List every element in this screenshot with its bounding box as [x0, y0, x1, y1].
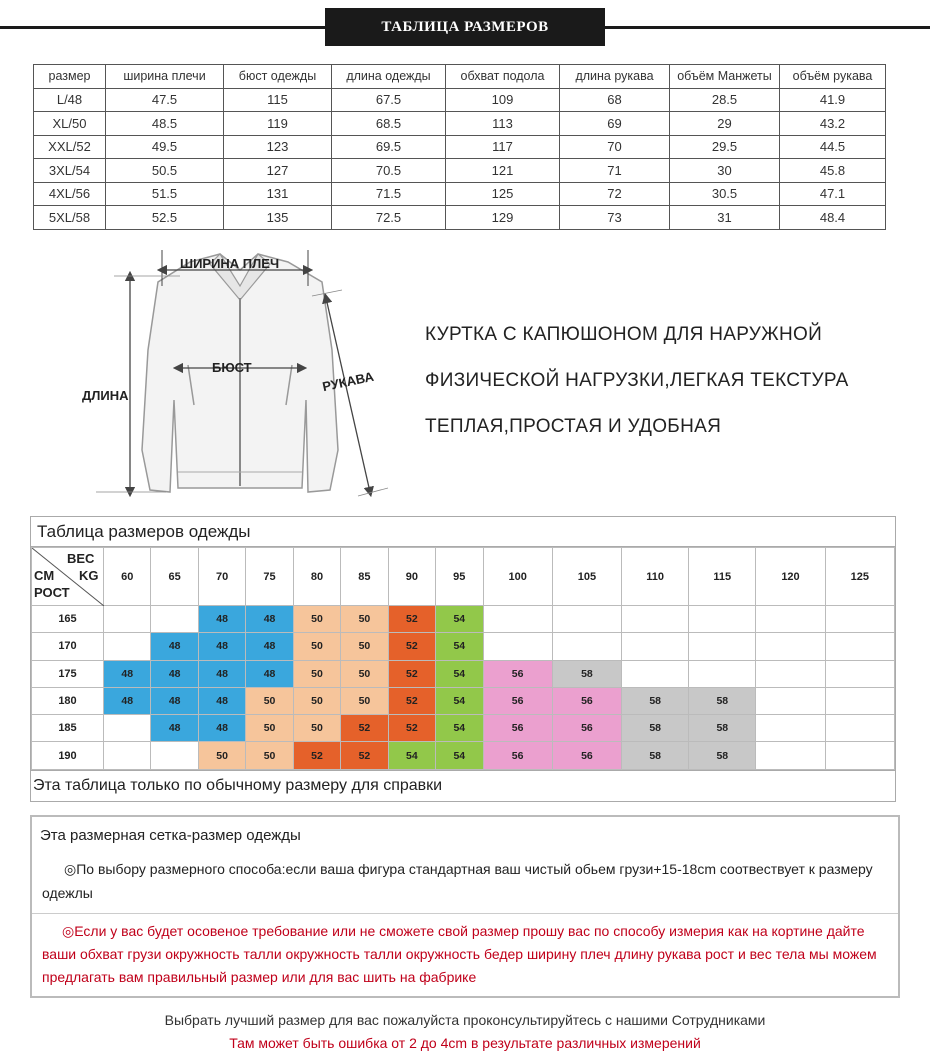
size-cell	[104, 606, 151, 633]
size-table-row	[34, 135, 886, 159]
size-cell	[689, 606, 756, 633]
size-cell: 54	[436, 633, 483, 660]
size-cell	[825, 633, 894, 660]
size-table-cell: 52.5	[106, 206, 224, 230]
footer-consult: Выбрать лучший размер для вас пожалуйста проконсультируйтесь с нашими Сотрудниками	[164, 1012, 766, 1028]
size-table-cell: 72.5	[332, 206, 446, 230]
weight-header-cell: 70	[198, 548, 245, 606]
size-table-cell: 30.5	[670, 182, 780, 206]
size-table-cell: 30	[670, 159, 780, 183]
size-cell: 48	[246, 660, 293, 687]
weight-header-cell: 110	[622, 548, 689, 606]
info-box	[30, 815, 900, 998]
size-cell: 48	[151, 633, 198, 660]
size-table-cell: 71	[560, 159, 670, 183]
size-cell: 56	[483, 687, 552, 714]
size-cell: 52	[341, 715, 388, 742]
weight-header-cell: 115	[689, 548, 756, 606]
size-cell: 56	[552, 715, 621, 742]
size-table-header-cell: ширина плечи	[106, 65, 224, 89]
size-cell: 54	[388, 742, 435, 769]
size-table-cell: 28.5	[670, 88, 780, 112]
size-cell	[151, 742, 198, 769]
height-weight-chart	[30, 516, 896, 802]
size-cell: 48	[198, 606, 245, 633]
size-table-cell: 51.5	[106, 182, 224, 206]
size-table-header-cell: объём Манжеты	[670, 65, 780, 89]
size-table-header	[34, 65, 886, 89]
size-cell: 56	[483, 660, 552, 687]
size-cell	[756, 715, 825, 742]
hw-row	[32, 633, 895, 660]
size-cell: 50	[246, 742, 293, 769]
size-cell: 48	[104, 687, 151, 714]
size-table-row	[34, 182, 886, 206]
size-table-cell: 70	[560, 135, 670, 159]
size-cell: 50	[341, 687, 388, 714]
size-cell: 48	[198, 715, 245, 742]
info-paragraph-2: ◎Если у вас будет осовеное требование или не сможете свой размер прошу вас по способу измерия как на кортине дайте ваши обхват грузи окружность талли окружность талли окружность бедер ширину плеч длину рукава рост и вес тела мы можем предлагать вам правильный размер или для вас шить на фабрике	[42, 923, 877, 985]
hw-chart-note: Эта таблица только по обычному размеру для справки	[31, 770, 895, 802]
size-cell: 52	[388, 715, 435, 742]
size-cell: 58	[622, 715, 689, 742]
size-cell: 50	[341, 606, 388, 633]
size-cell: 58	[689, 715, 756, 742]
size-table-row	[34, 206, 886, 230]
size-table-cell: 68	[560, 88, 670, 112]
size-cell	[689, 633, 756, 660]
size-table-cell: 4XL/56	[34, 182, 106, 206]
info-title: Эта размерная сетка-размер одежды	[40, 827, 301, 844]
size-table-cell: 129	[446, 206, 560, 230]
bust-label: БЮСТ	[212, 360, 252, 375]
size-cell	[622, 606, 689, 633]
height-header-cell: 190	[32, 742, 104, 769]
size-cell: 50	[341, 633, 388, 660]
size-cell: 50	[293, 660, 340, 687]
corner-cm: CM	[34, 568, 55, 583]
size-cell	[622, 633, 689, 660]
size-table-cell: 29	[670, 112, 780, 136]
size-cell: 48	[104, 660, 151, 687]
shoulder-label: ШИРИНА ПЛЕЧ	[180, 256, 280, 271]
size-table-header-cell: бюст одежды	[224, 65, 332, 89]
size-table-cell: 29.5	[670, 135, 780, 159]
weight-header-cell: 95	[436, 548, 483, 606]
info-divider	[32, 913, 898, 914]
size-table-cell: 68.5	[332, 112, 446, 136]
size-cell	[483, 633, 552, 660]
size-cell: 54	[436, 742, 483, 769]
size-cell: 48	[151, 715, 198, 742]
weight-header-cell: 75	[246, 548, 293, 606]
weight-header-cell: 120	[756, 548, 825, 606]
size-cell: 50	[246, 687, 293, 714]
size-cell: 56	[552, 742, 621, 769]
size-cell	[825, 606, 894, 633]
size-table-cell: 119	[224, 112, 332, 136]
size-cell: 48	[246, 606, 293, 633]
size-cell	[552, 606, 621, 633]
size-table-cell: 43.2	[780, 112, 886, 136]
size-cell	[104, 633, 151, 660]
height-header-cell: 185	[32, 715, 104, 742]
size-table-cell: XXL/52	[34, 135, 106, 159]
weight-header-cell: 80	[293, 548, 340, 606]
size-table-cell: 123	[224, 135, 332, 159]
product-description	[425, 312, 905, 450]
weight-header-cell: 125	[825, 548, 894, 606]
size-cell: 48	[151, 660, 198, 687]
size-cell	[552, 633, 621, 660]
size-table-cell: 49.5	[106, 135, 224, 159]
size-cell: 56	[552, 687, 621, 714]
weight-header-cell: 100	[483, 548, 552, 606]
size-cell: 58	[689, 742, 756, 769]
size-table-row	[34, 88, 886, 112]
hw-row	[32, 687, 895, 714]
size-cell: 52	[388, 660, 435, 687]
size-table-cell: XL/50	[34, 112, 106, 136]
size-table-cell: 47.1	[780, 182, 886, 206]
hw-row	[32, 660, 895, 687]
size-cell: 52	[388, 633, 435, 660]
size-cell: 48	[198, 633, 245, 660]
size-cell: 56	[483, 742, 552, 769]
size-table-header-cell: размер	[34, 65, 106, 89]
size-cell	[756, 742, 825, 769]
hw-row	[32, 742, 895, 769]
size-table-cell: L/48	[34, 88, 106, 112]
size-cell	[756, 606, 825, 633]
size-table-cell: 121	[446, 159, 560, 183]
weight-header-cell: 60	[104, 548, 151, 606]
size-cell: 58	[552, 660, 621, 687]
size-cell: 52	[341, 742, 388, 769]
sleeve-label: РУКАВА	[321, 368, 376, 395]
size-cell: 54	[436, 606, 483, 633]
size-table-row	[34, 112, 886, 136]
size-table-cell: 5XL/58	[34, 206, 106, 230]
size-cell: 48	[198, 687, 245, 714]
weight-header-cell: 90	[388, 548, 435, 606]
size-cell	[622, 660, 689, 687]
size-table-cell: 131	[224, 182, 332, 206]
size-table-cell: 127	[224, 159, 332, 183]
length-label: ДЛИНА	[82, 388, 129, 403]
size-cell: 52	[388, 687, 435, 714]
size-table-cell: 69.5	[332, 135, 446, 159]
size-cell: 50	[198, 742, 245, 769]
size-cell: 56	[483, 715, 552, 742]
size-table-header-cell: объём рукава	[780, 65, 886, 89]
size-cell	[756, 687, 825, 714]
hw-row	[32, 715, 895, 742]
title-bar	[0, 0, 930, 50]
height-header-cell: 165	[32, 606, 104, 633]
size-table-cell: 48.4	[780, 206, 886, 230]
weight-header-cell: 105	[552, 548, 621, 606]
size-cell: 58	[622, 687, 689, 714]
size-cell	[483, 606, 552, 633]
size-cell: 58	[622, 742, 689, 769]
description-line-1: КУРТКА С КАПЮШОНОМ ДЛЯ НАРУЖНОЙ	[425, 324, 823, 345]
size-table-cell: 31	[670, 206, 780, 230]
size-cell	[825, 742, 894, 769]
size-cell	[104, 715, 151, 742]
size-cell: 48	[198, 660, 245, 687]
size-cell: 52	[388, 606, 435, 633]
size-table-cell: 115	[224, 88, 332, 112]
size-cell: 48	[246, 633, 293, 660]
size-table-header-cell: обхват подола	[446, 65, 560, 89]
corner-height: РОСТ	[34, 585, 70, 600]
size-table-cell: 72	[560, 182, 670, 206]
size-table-cell: 45.8	[780, 159, 886, 183]
size-table-cell: 117	[446, 135, 560, 159]
size-table-row	[34, 159, 886, 183]
weight-header-cell: 65	[151, 548, 198, 606]
size-cell	[104, 742, 151, 769]
hw-row	[32, 606, 895, 633]
weight-header-cell: 85	[341, 548, 388, 606]
size-cell: 54	[436, 687, 483, 714]
size-table-cell: 3XL/54	[34, 159, 106, 183]
size-cell	[825, 687, 894, 714]
size-cell	[756, 660, 825, 687]
size-table	[33, 64, 886, 230]
size-table-cell: 48.5	[106, 112, 224, 136]
size-cell	[825, 660, 894, 687]
size-cell: 54	[436, 660, 483, 687]
size-table-header-cell: длина рукава	[560, 65, 670, 89]
size-cell: 50	[293, 687, 340, 714]
size-cell	[151, 606, 198, 633]
height-header-cell: 170	[32, 633, 104, 660]
hw-table	[31, 547, 895, 770]
size-cell: 50	[293, 715, 340, 742]
size-table-cell: 50.5	[106, 159, 224, 183]
size-cell: 50	[293, 633, 340, 660]
size-table-cell: 44.5	[780, 135, 886, 159]
height-header-cell: 175	[32, 660, 104, 687]
size-table-cell: 47.5	[106, 88, 224, 112]
size-table-cell: 69	[560, 112, 670, 136]
size-cell: 50	[246, 715, 293, 742]
size-table-cell: 41.9	[780, 88, 886, 112]
size-table-cell: 70.5	[332, 159, 446, 183]
size-table-cell: 73	[560, 206, 670, 230]
size-table-cell: 113	[446, 112, 560, 136]
description-line-3: ТЕПЛАЯ,ПРОСТАЯ И УДОБНАЯ	[425, 416, 722, 437]
size-cell: 50	[341, 660, 388, 687]
jacket-figure	[70, 240, 410, 510]
size-cell	[825, 715, 894, 742]
size-table-cell: 135	[224, 206, 332, 230]
size-table-cell: 109	[446, 88, 560, 112]
size-cell: 54	[436, 715, 483, 742]
size-table-header-cell: длина одежды	[332, 65, 446, 89]
size-cell	[689, 660, 756, 687]
height-header-cell: 180	[32, 687, 104, 714]
size-table-cell: 125	[446, 182, 560, 206]
footer-error-note: Там может быть ошибка от 2 до 4cm в результате различных измерений	[229, 1035, 701, 1051]
size-cell	[756, 633, 825, 660]
hw-corner-cell	[32, 548, 104, 606]
corner-kg: KG	[79, 568, 99, 583]
size-cell: 58	[689, 687, 756, 714]
size-cell: 50	[293, 606, 340, 633]
page-title: ТАБЛИЦА РАЗМЕРОВ	[325, 8, 605, 46]
corner-weight: ВЕС	[67, 551, 95, 566]
size-table-cell: 67.5	[332, 88, 446, 112]
hw-chart-title: Таблица размеров одежды	[31, 517, 895, 547]
size-table-cell: 71.5	[332, 182, 446, 206]
size-cell: 48	[151, 687, 198, 714]
size-cell: 52	[293, 742, 340, 769]
info-paragraph-1: ◎По выбору размерного способа:если ваша фигура стандартная ваш чистый обьем грузи+15-18cm соотвествует к размеру одежлы	[42, 861, 873, 901]
description-line-2: ФИЗИЧЕСКОЙ НАГРУЗКИ,ЛЕГКАЯ ТЕКСТУРА	[425, 370, 849, 391]
